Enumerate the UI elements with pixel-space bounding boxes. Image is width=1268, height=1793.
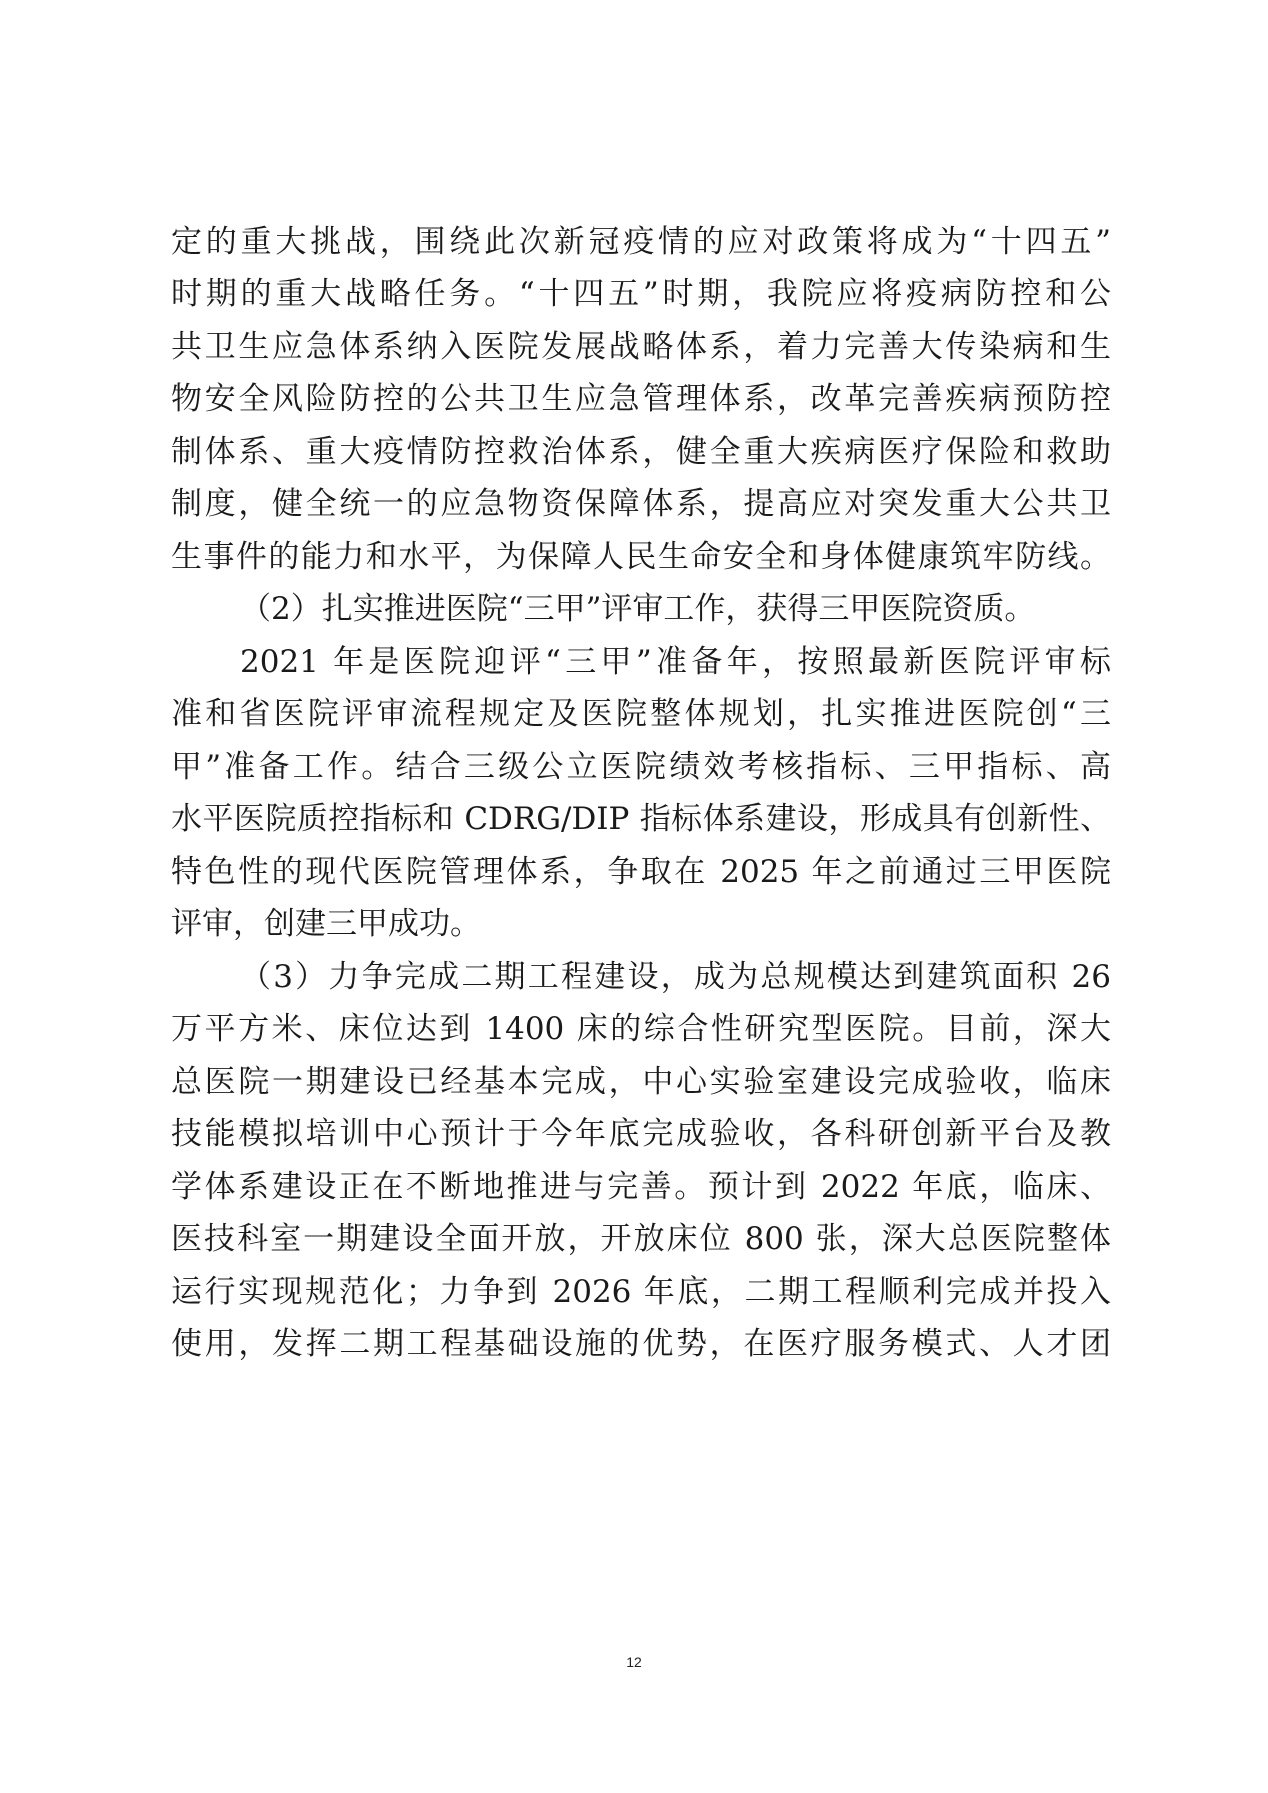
text-line: 生事件的能力和水平，为保障人民生命安全和身体健康筑牢防线。	[171, 539, 1111, 575]
text-line: 总医院一期建设已经基本完成，中心实验室建设完成验收，临床	[171, 1064, 1111, 1100]
text-line: 特色性的现代医院管理体系，争取在 2025 年之前通过三甲医院	[171, 854, 1111, 890]
text-line: 评审，创建三甲成功。	[171, 906, 481, 942]
text-line: 制体系、重大疫情防控救治体系，健全重大疾病医疗保险和救助	[171, 434, 1111, 470]
section-heading: （3）力争完成二期工程建设，成为总规模达到建筑面积 26	[240, 959, 1111, 995]
text-line: 甲”准备工作。结合三级公立医院绩效考核指标、三甲指标、高	[171, 749, 1111, 785]
text-line: 水平医院质控指标和 CDRG/DIP 指标体系建设，形成具有创新性、	[171, 801, 1111, 837]
page-number: 12	[626, 1654, 642, 1670]
text-line: 使用，发挥二期工程基础设施的优势，在医疗服务模式、人才团	[171, 1326, 1111, 1362]
text-line: 共卫生应急体系纳入医院发展战略体系，着力完善大传染病和生	[171, 329, 1111, 365]
text-line: 学体系建设正在不断地推进与完善。预计到 2022 年底，临床、	[171, 1169, 1111, 1205]
text-line: 技能模拟培训中心预计于今年底完成验收，各科研创新平台及教	[171, 1116, 1111, 1152]
section-heading: （2）扎实推进医院“三甲”评审工作，获得三甲医院资质。	[240, 591, 1036, 627]
text-line: 医技科室一期建设全面开放，开放床位 800 张，深大总医院整体	[171, 1221, 1111, 1257]
text-line: 时期的重大战略任务。“十四五”时期，我院应将疫病防控和公	[171, 276, 1111, 312]
text-line: 物安全风险防控的公共卫生应急管理体系，改革完善疾病预防控	[171, 381, 1111, 417]
text-line: 制度，健全统一的应急物资保障体系，提高应对突发重大公共卫	[171, 486, 1111, 522]
text-line: 运行实现规范化；力争到 2026 年底，二期工程顺利完成并投入	[171, 1274, 1111, 1310]
text-line: 万平方米、床位达到 1400 床的综合性研究型医院。目前，深大	[171, 1011, 1111, 1047]
text-line: 2021 年是医院迎评“三甲”准备年，按照最新医院评审标	[240, 644, 1111, 680]
text-line: 准和省医院评审流程规定及医院整体规划，扎实推进医院创“三	[171, 696, 1111, 732]
text-line: 定的重大挑战，围绕此次新冠疫情的应对政策将成为“十四五”	[171, 224, 1111, 260]
